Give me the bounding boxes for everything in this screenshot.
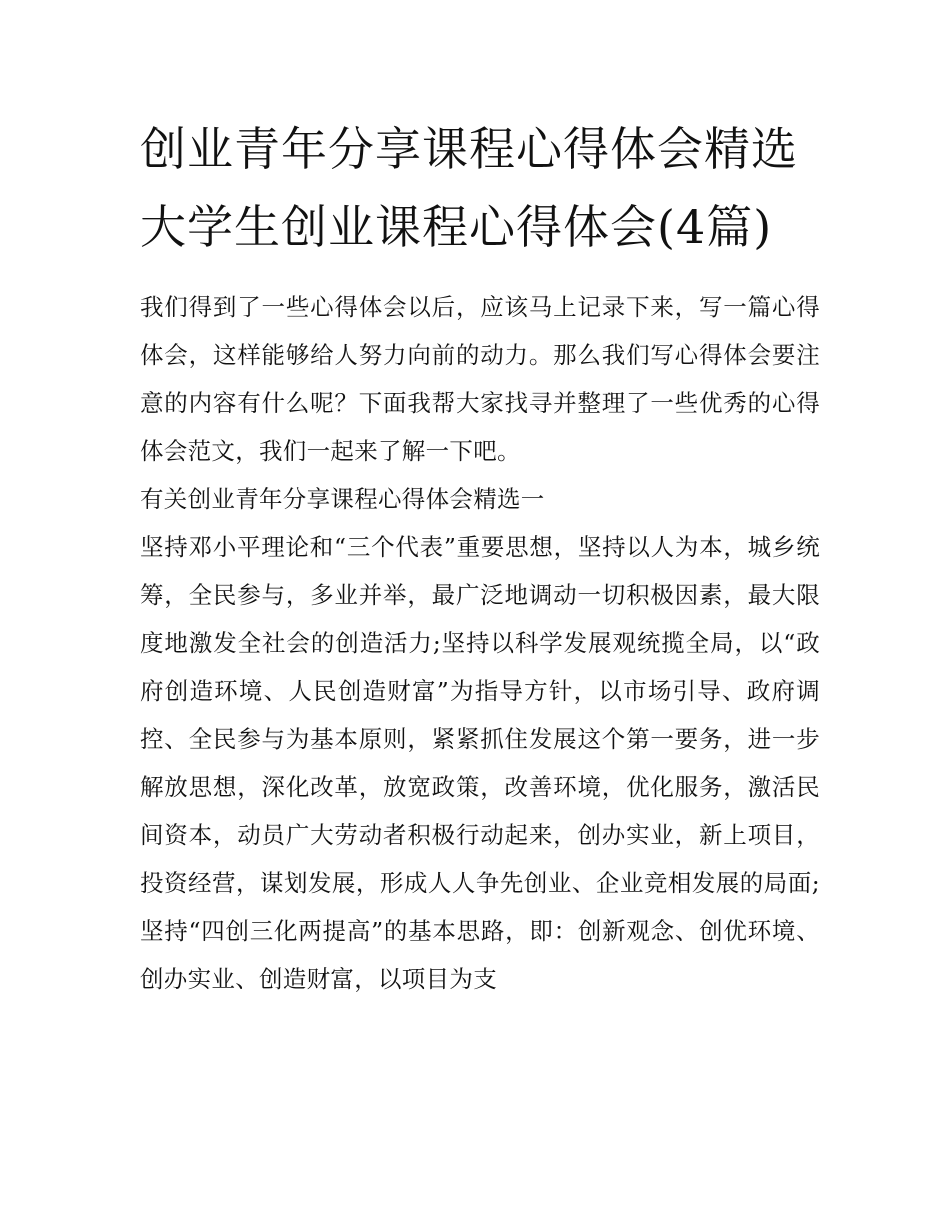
body-paragraph: 坚持邓小平理论和“三个代表”重要思想，坚持以人为本，城乡统筹，全民参与，多业并举，最广泛地调动一切积极因素，最大限度地激发全社会的创造活力;坚持以科学发展观统揽全局，以“政府创造环境、人民创造财富”为指导方针，以市场引导、政府调控、全民参与为基本原则，紧紧抓住发展这个第一要务，进一步解放思想，深化改革，放宽政策，改善环境，优化服务，激活民间资本，动员广大劳动者积极行动起来，创办实业，新上项目，投资经营，谋划发展，形成人人争先创业、企业竞相发展的局面;坚持“四创三化两提高”的基本思路，即：创新观念、创优环境、创办实业、创造财富，以项目为支	[140, 533, 820, 993]
section-heading: 有关创业青年分享课程心得体会精选一	[140, 485, 545, 513]
intro-paragraph: 我们得到了一些心得体会以后，应该马上记录下来，写一篇心得体会，这样能够给人努力向前的动力。那么我们写心得体会要注意的内容有什么呢？下面我帮大家找寻并整理了一些优秀的心得体会范文，我们一起来了解一下吧。	[140, 293, 820, 465]
document-content	[140, 110, 820, 1003]
document-title: 创业青年分享课程心得体会精选 大学生创业课程心得体会(4篇)	[140, 122, 798, 254]
